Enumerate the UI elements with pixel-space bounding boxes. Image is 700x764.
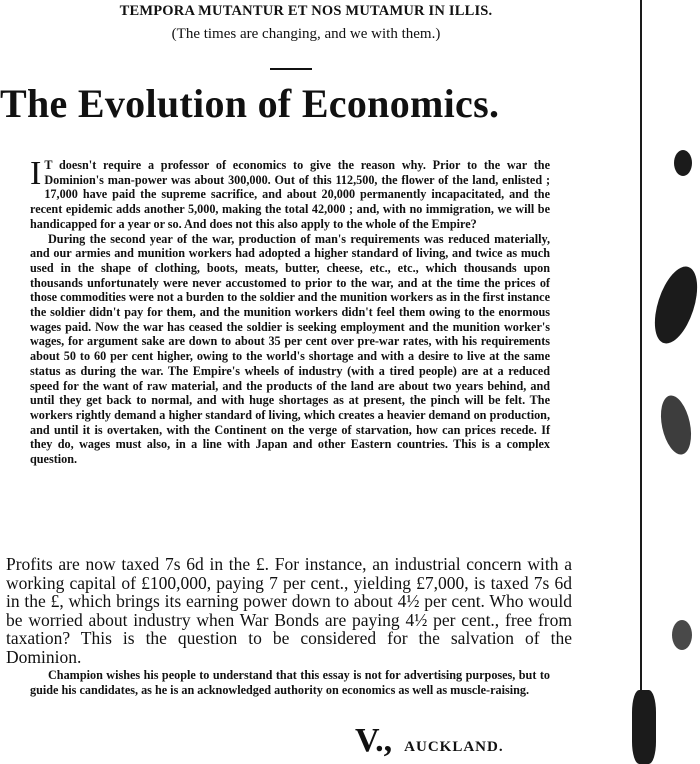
paragraph-3: Profits are now taxed 7s 6d in the £. For instance, an industrial concern with a working capital of £100,000, paying 7 per cent., yielding £7,000, is taxed 7s 6d in the £, which brings its earning power down to about 4½ per cent. Who would be worried about industry when War Bonds are paying 4½ per cent., free from taxation? This is the question to be considered for the salvation of the Dominion. xyxy=(6,554,572,667)
article-large-paragraph xyxy=(6,555,572,667)
page-margin xyxy=(612,0,700,764)
paragraph-1-text: T doesn't require a professor of economics to give the reason why. Prior to the war the Dominion's man-power was about 300,000. Out of this 112,500, the flower of the land, enlisted ; 17,000 have paid the supreme sacrifice, and about 20,000 permanently incapacitated, and the recent epidemic adds another 5,000, making the total 42,000 ; and, with no immigration, we will be handicapped for a year or so. And does not this also apply to the whole of the Empire? xyxy=(30,158,550,231)
signature xyxy=(355,722,504,760)
page-edge-line xyxy=(640,0,642,764)
ink-blot xyxy=(632,690,656,764)
ink-blot xyxy=(674,150,692,176)
drop-cap: I xyxy=(30,155,42,192)
ink-blot xyxy=(656,393,696,458)
article-body xyxy=(30,155,550,467)
paragraph-2: During the second year of the war, production of man's requirements was reduced materially, and our armies and munition workers had adopted a higher standard of living, and twice as much used in the shape of clothing, boots, meats, butter, cheese, etc., etc., which thousands upon thousands unfortunately were never accustomed to prior to the war, and at the time the prices of those commodities were not a burden to the soldier and the munition workers as in the first instance the soldier didn't pay for them, and the munition workers didn't feel them owing to the enormous wages paid. Now the war has ceased the soldier is seeking employment and the munition worker's wages, for argument sake are down to about 35 per cent over pre-war rates, with his requirements about 50 to 60 per cent higher, owing to the world's shortage and with a desire to live at the same status as during the war. The Empire's wheels of industry (with a tired people) are at a reduced speed for the want of raw material, and the products of the land are about two years behind, and until they get back to normal, and with huge shortages as at present, the pinch will be felt. The workers rightly demand a higher standard of living, which creates a heavier demand on production, and until it is overtaken, with the Continent on the verge of starvation, how can prices recede. If they do, wages must also, in a line with Japan and other Eastern countries. This is a complex question. xyxy=(30,231,550,467)
signature-place: AUCKLAND. xyxy=(404,739,504,755)
signature-name: V., xyxy=(355,722,393,759)
ink-blot xyxy=(672,620,692,650)
motto-translation: (The times are changing, and we with them.) xyxy=(171,26,441,42)
motto: TEMPORA MUTANTUR ET NOS MUTAMUR IN ILLIS. xyxy=(119,3,493,19)
paragraph-1 xyxy=(30,155,550,232)
paragraph-4: Champion wishes his people to understand that this essay is not for advertising purposes, but to guide his candidates, as he is an acknowledged authority on economics as well as muscle-raising. xyxy=(30,668,550,697)
article-closing xyxy=(30,668,550,697)
article-headline: The Evolution of Economics. xyxy=(0,81,500,126)
divider-rule xyxy=(270,68,312,70)
ink-blot xyxy=(647,261,700,348)
